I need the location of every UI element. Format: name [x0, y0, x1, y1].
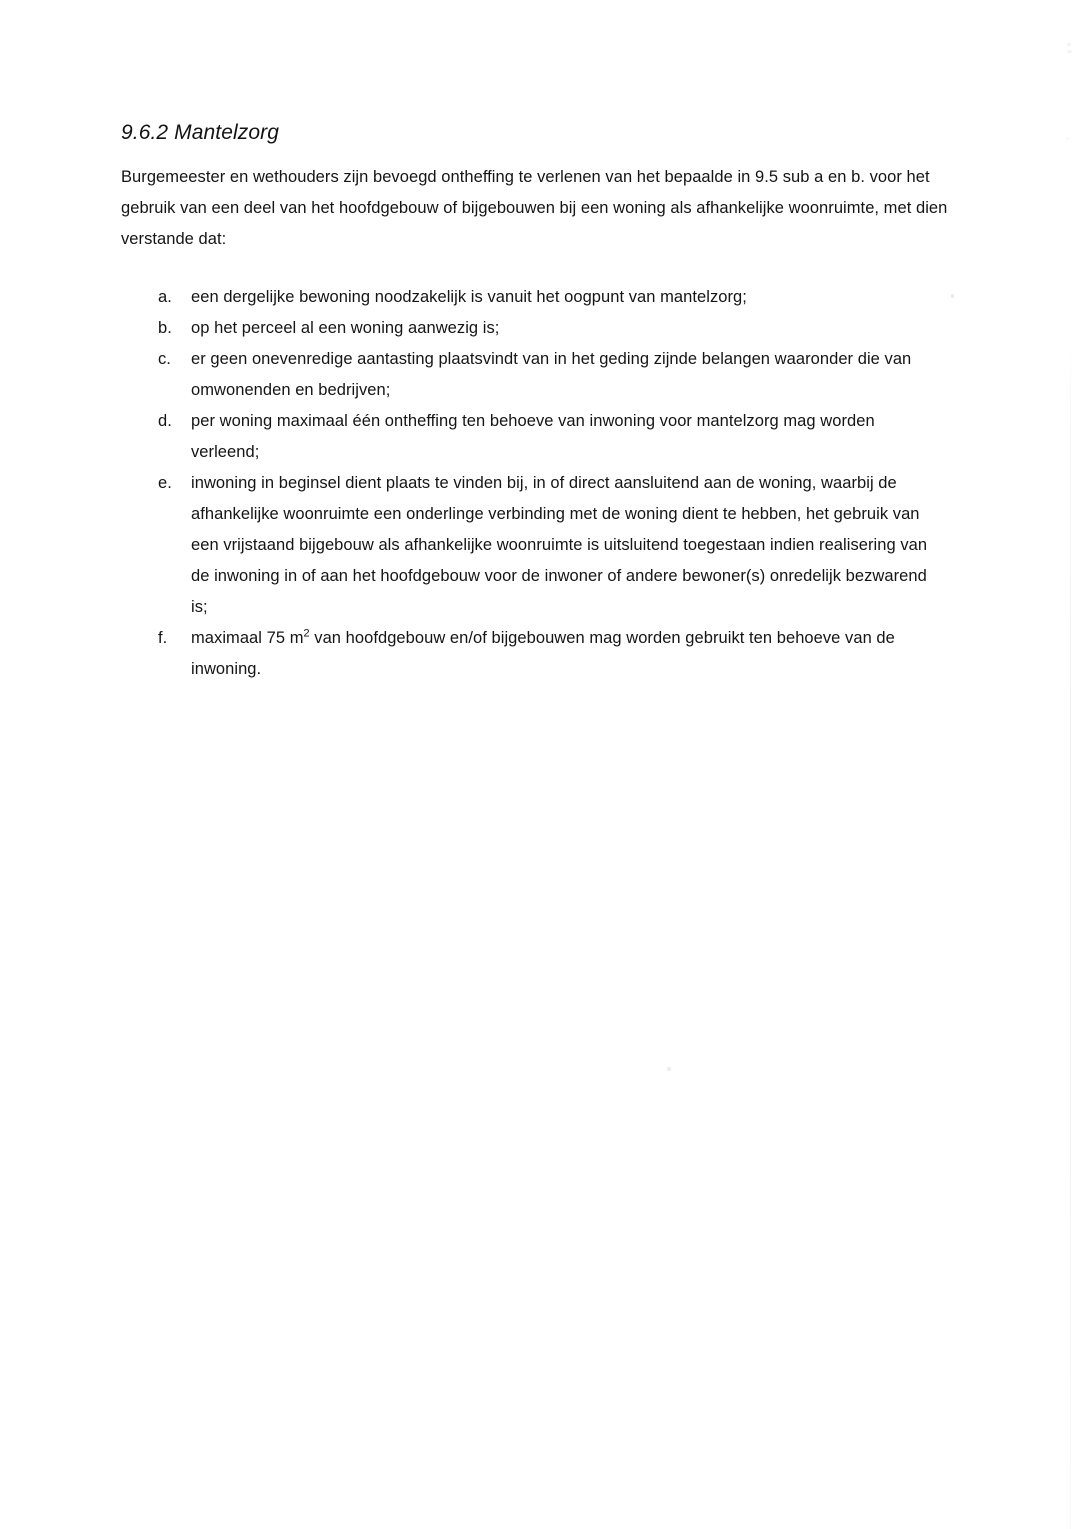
scan-speck-artifact: [1066, 137, 1069, 140]
scan-speck-artifact: [1067, 43, 1071, 46]
document-content: [121, 118, 949, 685]
clause-item: [121, 468, 949, 623]
clause-item: [121, 282, 949, 313]
clause-item: [121, 344, 949, 406]
clause-marker: e.: [158, 474, 172, 492]
clause-marker: f.: [158, 629, 168, 647]
clause-text: maximaal 75 $m^2$ van hoofdgebouw en/of bijgebouwen mag worden gebruikt ten behoeve van de inwoning.: [191, 627, 895, 678]
scan-speck-artifact: [667, 1067, 671, 1071]
section-heading: 9.6.2 Mantelzorg: [121, 121, 280, 144]
scan-edge-artifact: [1070, 0, 1071, 1529]
clause-marker: b.: [158, 319, 172, 337]
clause-text: per woning maximaal één ontheffing ten behoeve van inwoning voor mantelzorg mag worden verleend;: [191, 412, 875, 461]
clause-marker: d.: [158, 412, 172, 430]
clause-item: [121, 313, 949, 344]
intro-paragraph: Burgemeester en wethouders zijn bevoegd ontheffing te verlenen van het bepaalde in 9.5 sub a en b. voor het gebruik van een deel van het hoofdgebouw of bijgebouwen bij een woning als afhankelijke woonruimte, met dien verstande dat:: [121, 168, 948, 248]
scan-speck-artifact: [1067, 50, 1072, 53]
clause-text: er geen onevenredige aantasting plaatsvindt van in het geding zijnde belangen waaronder die van omwonenden en bedrijven;: [191, 350, 912, 399]
clause-marker: a.: [158, 288, 172, 306]
clause-list: [121, 282, 949, 685]
clause-text: een dergelijke bewoning noodzakelijk is vanuit het oogpunt van mantelzorg;: [191, 288, 747, 306]
clause-item: [121, 406, 949, 468]
clause-item: [121, 623, 949, 685]
scan-speck-artifact: [951, 294, 954, 298]
clause-text: op het perceel al een woning aanwezig is;: [191, 319, 500, 337]
clause-marker: c.: [158, 350, 171, 368]
clause-text: inwoning in beginsel dient plaats te vinden bij, in of direct aansluitend aan de woning, waarbij de afhankelijke woonruimte een onderlinge verbinding met de woning dient te hebben, het gebruik van een vrijstaand bijgebouw als afhankelijke woonruimte is uitsluitend toegestaan indien realisering van de inwoning in of aan het hoofdgebouw voor de inwoner of andere bewoner(s) onredelijk bezwarend is;: [191, 474, 928, 616]
